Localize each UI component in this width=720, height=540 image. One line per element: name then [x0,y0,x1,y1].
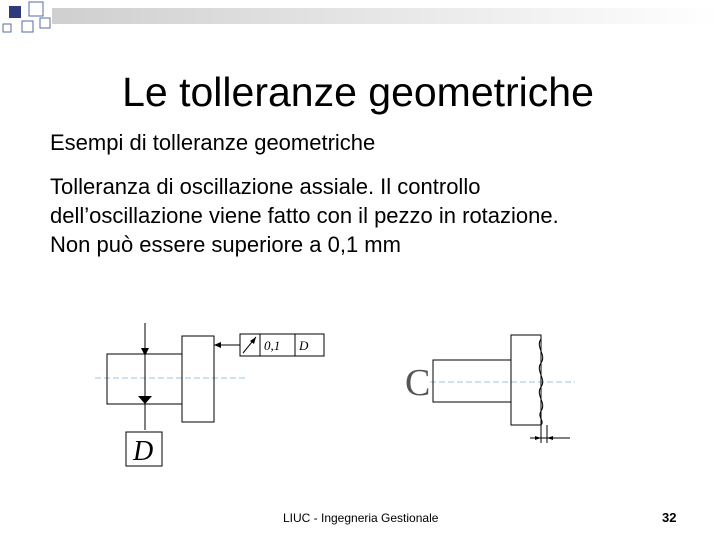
slide-title-text: Le tolleranze geometriche [122,69,594,115]
flange [182,336,214,422]
slide-subtitle: Esempi di tolleranze geometriche [50,130,376,155]
deco-square-5 [3,24,11,32]
deco-square-1 [9,6,21,18]
datum-c-label: C [405,362,431,404]
footer-text: LIUC - Ingegneria Gestionale [283,511,439,525]
datum-label: D [133,436,154,467]
feature-control-frame [240,334,324,356]
tolerance-value: 0,1 [264,338,281,353]
arrow-down [141,348,149,356]
flange-2 [511,335,541,425]
deco-square-3 [22,21,33,32]
header-decoration [0,0,720,50]
shaft-2 [433,360,511,402]
paragraph-line-1: Tolleranza di oscillazione assiale. Il controllo [50,174,481,199]
datum-triangle [138,396,152,404]
paragraph-line-3: Non può essere superiore a 0,1 mm [50,232,401,257]
deco-square-4 [40,18,50,28]
slide-title [0,66,720,118]
part-side-view-drawing [395,325,585,450]
header-gradient-bar [52,8,720,24]
page-number: 32 [662,510,677,525]
leader-arrow [214,342,221,348]
axial-runout-drawing [90,318,340,478]
paragraph-line-2: dell’oscillazione viene fatto con il pezzo in rotazione. [50,203,559,228]
slide-paragraph [50,172,690,259]
datum-reference: D [299,338,309,353]
deco-square-2 [29,2,43,16]
